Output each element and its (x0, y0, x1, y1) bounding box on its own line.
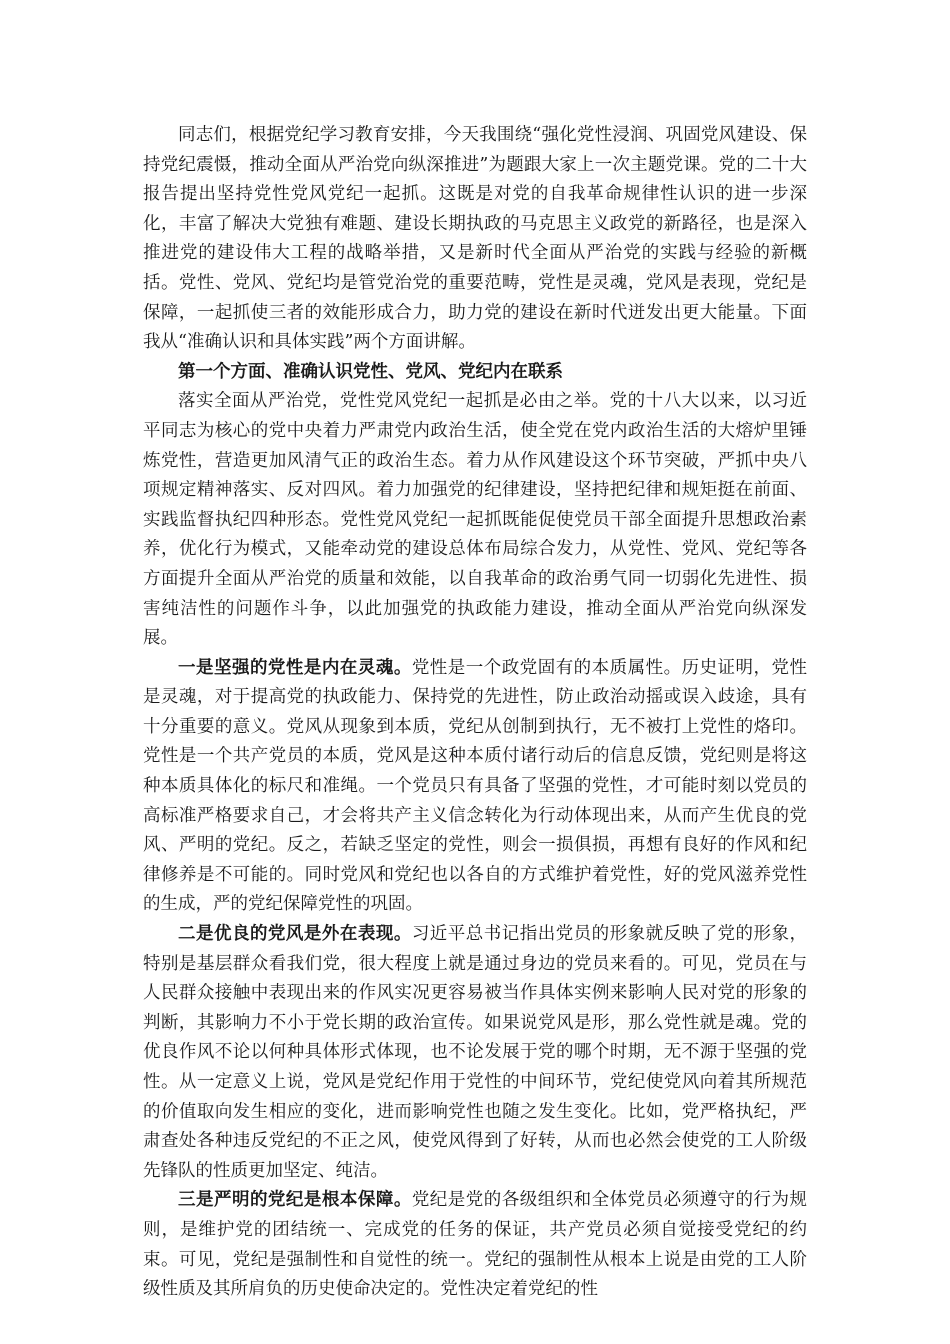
section-paragraph: 落实全面从严治党，党性党风党纪一起抓是必由之举。党的十八大以来，以习近平同志为核心的党中央着力严肃党内政治生活，使全党在党内政治生活的大熔炉里锤炼党性，营造更加风清气正的政治生态。着力从作风建设这个环节突破，严抓中央八项规定精神落实、反对四风。着力加强党的纪律建设，坚持把纪律和规矩挺在前面、实践监督执纪四种形态。党性党风党纪一起抓既能促使党员干部全面提升思想政治素养，优化行为模式，又能牵动党的建设总体布局综合发力，从党性、党风、党纪等各方面提升全面从严治党的质量和效能，以自我革命的政治勇气同一切弱化先进性、损害纯洁性的问题作斗争，以此加强党的执政能力建设，推动全面从严治党向纵深发展。 (143, 391, 807, 649)
document-page (143, 121, 807, 1305)
point-one-paragraph (143, 654, 807, 920)
point-one-lead: 一是坚强的党性是内在灵魂。 (178, 657, 412, 678)
point-three-body: 党纪是党的各级组织和全体党员必须遵守的行为规则，是维护党的团结统一、完成党的任务的保证，共产党员必须自觉接受党纪的约束。可见，党纪是强制性和自觉性的统一。党纪的强制性从根本上说是由党的工人阶级性质及其所肩负的历史使命决定的。党性决定着党纪的性 (143, 1190, 808, 1300)
point-three-lead: 三是严明的党纪是根本保障。 (178, 1190, 412, 1211)
intro-paragraph: 同志们，根据党纪学习教育安排，今天我围绕“强化党性浸润、巩固党风建设、保持党纪震慑，推动全面从严治党向纵深推进”为题跟大家上一次主题党课。党的二十大报告提出坚持党性党风党纪一起抓。这既是对党的自我革命规律性认识的进一步深化，丰富了解决大党独有难题、建设长期执政的马克思主义政党的新路径，也是深入推进党的建设伟大工程的战略举措，又是新时代全面从严治党的实践与经验的新概括。党性、党风、党纪均是管党治党的重要范畴，党性是灵魂，党风是表现，党纪是保障，一起抓使三者的效能形成合力，助力党的建设在新时代迸发出更大能量。下面我从“准确认识和具体实践”两个方面讲解。 (143, 125, 807, 353)
point-two-body: 习近平总书记指出党员的形象就反映了党的形象，特别是基层群众看我们党，很大程度上就是通过身边的党员来看的。可见，党员在与人民群众接触中表现出来的作风实况更容易被当作具体实例来影响人民对党的形象的判断，其影响力不小于党长期的政治宣传。如果说党风是形，那么党性就是魂。党的优良作风不论以何种具体形式体现，也不论发展于党的哪个时期，无不源于坚强的党性。从一定意义上说，党风是党纪作用于党性的中间环节，党纪使党风向着其所规范的价值取向发生相应的变化，进而影响党性也随之发生变化。比如，党严格执纪，严肃查处各种违反党纪的不正之风，使党风得到了好转，从而也必然会使党的工人阶级先锋队的性质更加坚定、纯洁。 (143, 924, 808, 1181)
point-two-lead: 二是优良的党风是外在表现。 (178, 924, 412, 945)
section-heading: 第一个方面、准确认识党性、党风、党纪内在联系 (178, 361, 563, 382)
point-two-paragraph (143, 920, 807, 1186)
point-one-body: 党性是一个政党固有的本质属性。历史证明，党性是灵魂，对于提高党的执政能力、保持党的先进性，防止政治动摇或误入歧途，具有十分重要的意义。党风从现象到本质，党纪从创制到执行，无不被打上党性的烙印。党性是一个共产党员的本质，党风是这种本质付诸行动后的信息反馈，党纪则是将这种本质具体化的标尺和准绳。一个党员只有具备了坚强的党性，才可能时刻以党员的高标准严格要求自己，才会将共产主义信念转化为行动体现出来，从而产生优良的党风、严明的党纪。反之，若缺乏坚定的党性，则会一损俱损，再想有良好的作风和纪律修养是不可能的。同时党风和党纪也以各自的方式维护着党性，好的党风滋养党性的生成，严的党纪保障党性的巩固。 (143, 657, 808, 915)
point-three-paragraph (143, 1186, 807, 1304)
